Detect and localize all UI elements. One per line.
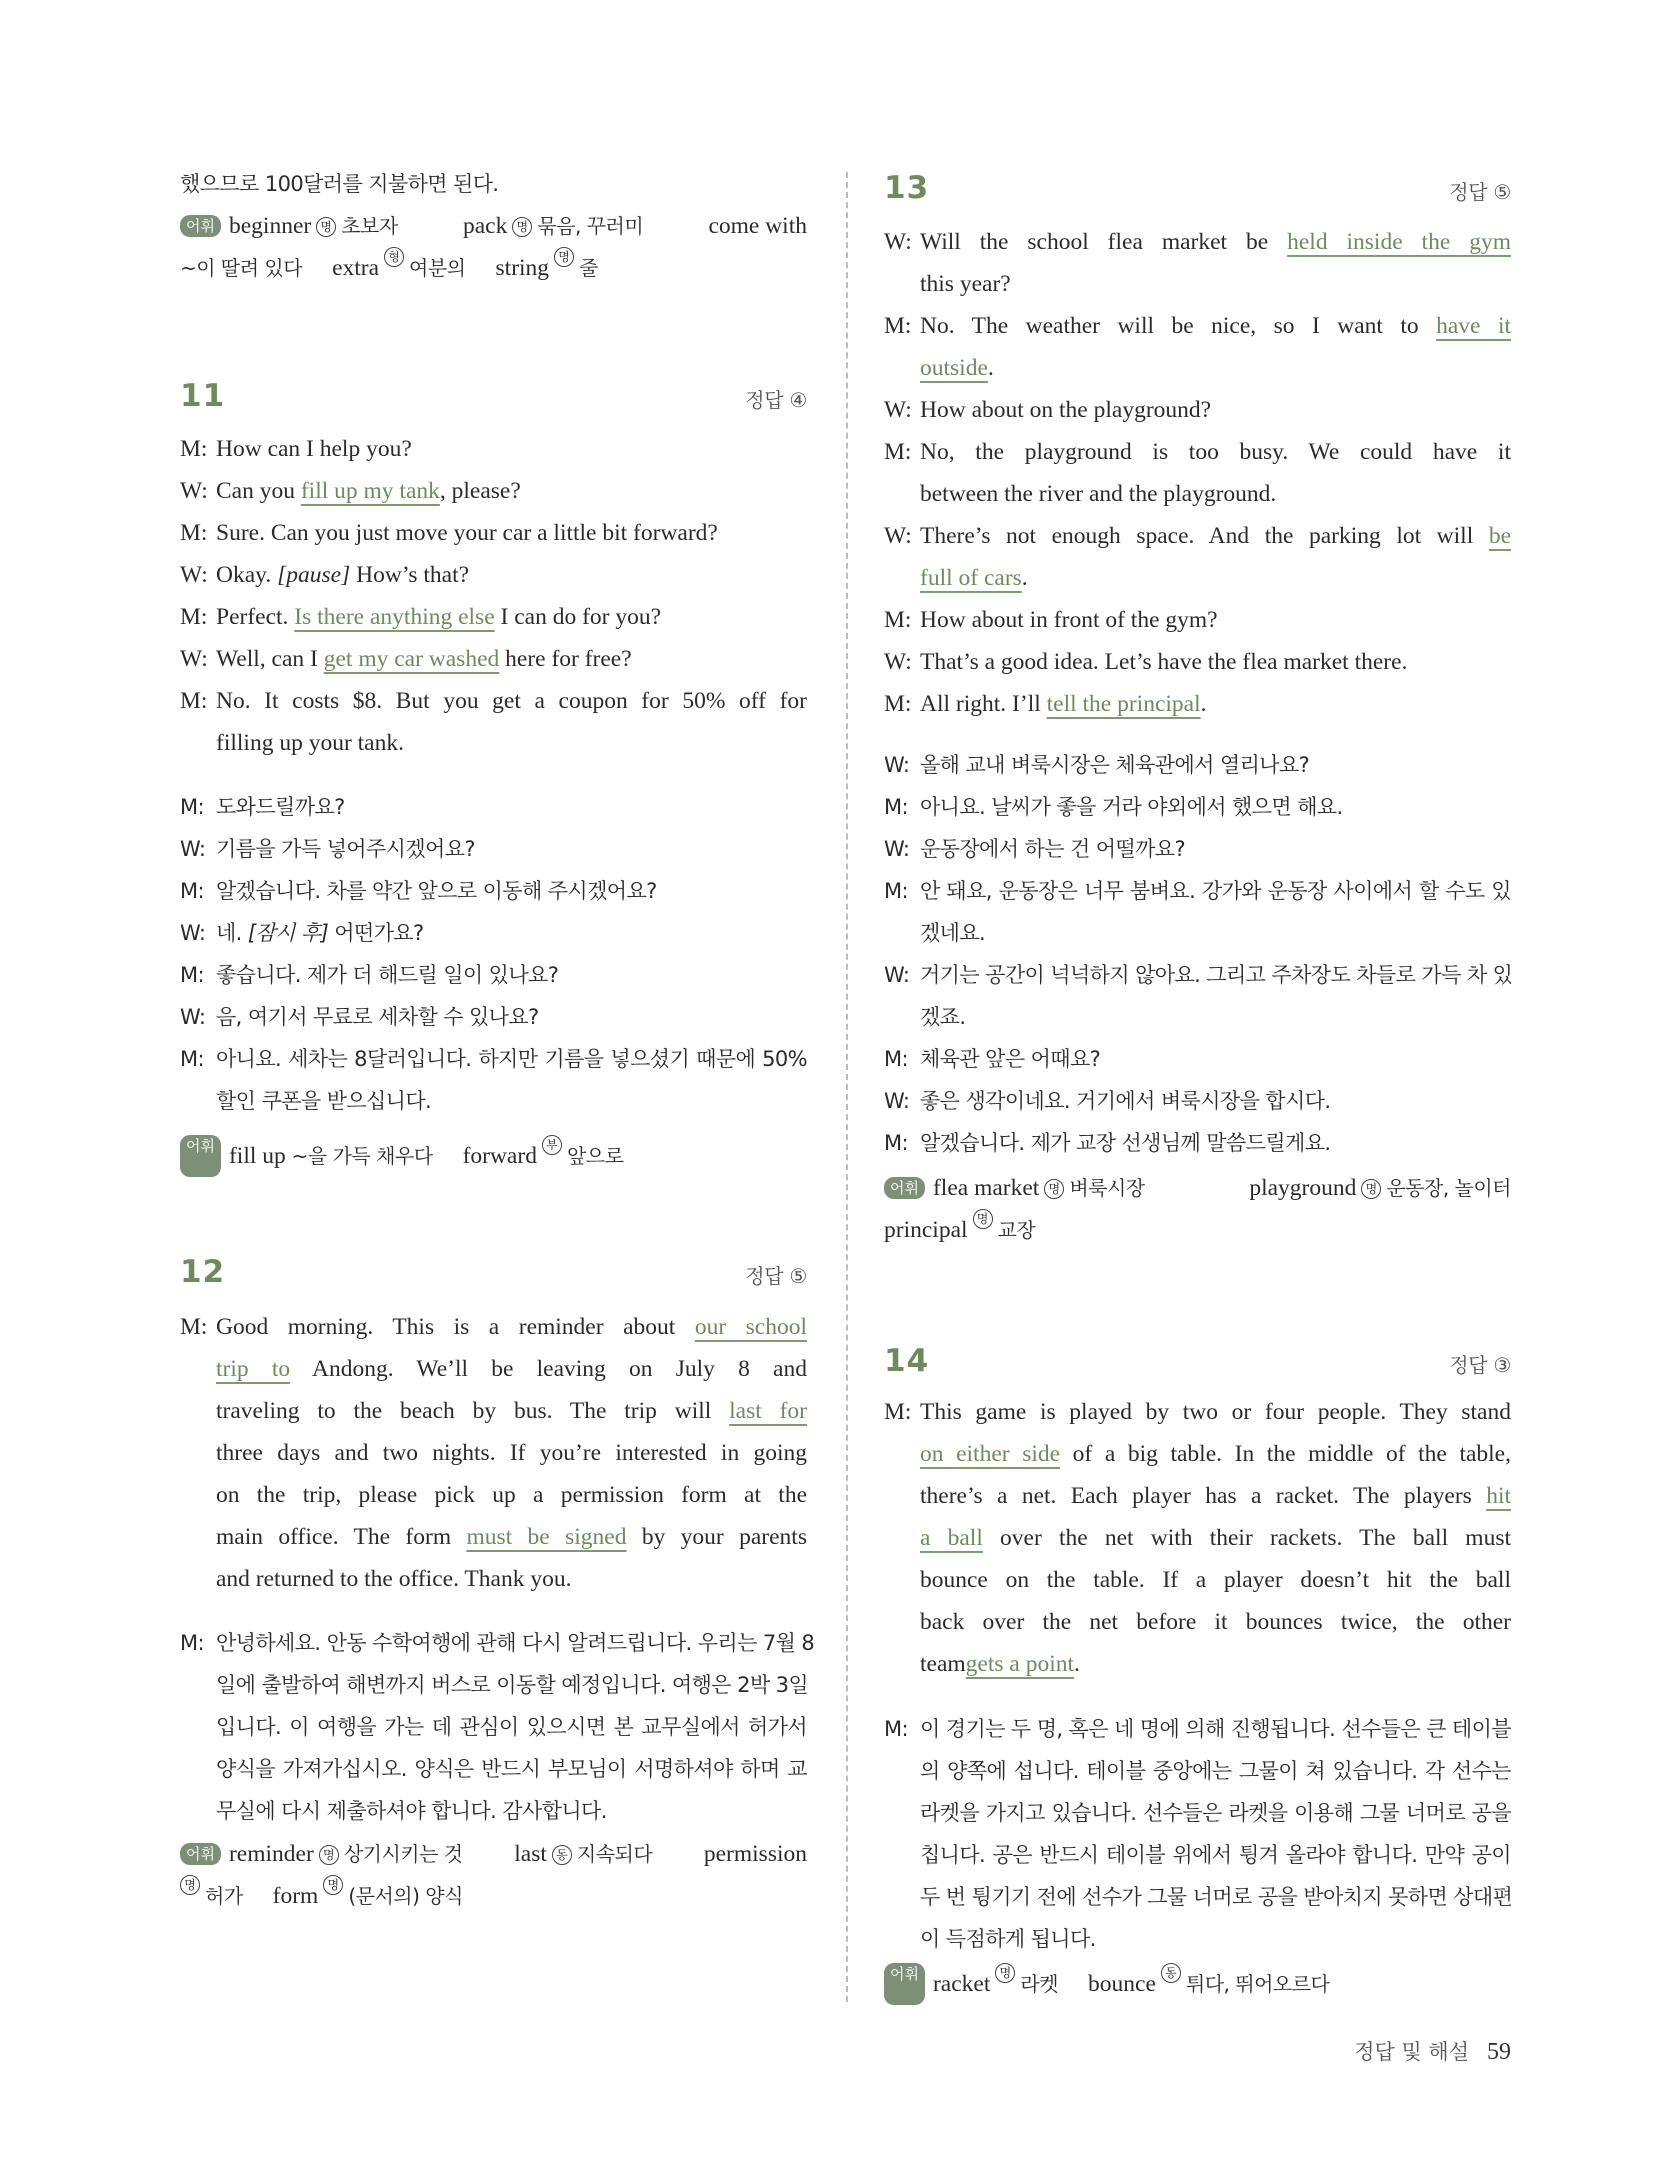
translation-line: W: 올해 교내 벼룩시장은 체육관에서 열리나요? (884, 753, 1310, 777)
dialogue-line: outside . (884, 347, 1511, 389)
answer-blank: a ball (920, 1525, 983, 1551)
vocab-line: ~이 딸려 있다 extra 형 여분의 string 명 줄 (180, 247, 807, 289)
vocab-line: 명 허가 form 명 (문서의) 양식 (180, 1875, 807, 1917)
monologue-line: trip to Andong. We’ll be leaving on July 8 and (216, 1356, 807, 1382)
dialogue-line: M: No. It costs $8. But you get a coupon for 50% off for (180, 688, 807, 714)
answer-blank: get my car washed (323, 646, 500, 672)
translation-line: 양식을 가져가십시오. 양식은 반드시 부모님이 서명하셔야 하며 교 (216, 1757, 807, 1781)
translation-line: M: 도와드릴까요? (180, 795, 345, 819)
translation-line: W: 음, 여기서 무료로 세차할 수 있나요? (180, 1005, 539, 1029)
dialogue-line: W: Will the school flea market be held inside the gym (884, 229, 1511, 255)
translation-line: M: 아니요. 날씨가 좋을 거라 야외에서 했으면 해요. (884, 795, 1343, 819)
translation-line: 칩니다. 공은 반드시 테이블 위에서 튕겨 올라야 합니다. 만약 공이 (920, 1843, 1511, 1867)
dialogue-line: W: That’s a good idea. Let’s have the flea market there. (884, 649, 1408, 675)
translation-line: 일에 출발하여 해변까지 버스로 이동할 예정입니다. 여행은 2박 3일 (216, 1673, 809, 1697)
dialogue-line: M: How can I help you? (180, 436, 412, 462)
translation-line: 할인 쿠폰을 받으십니다. (216, 1089, 432, 1113)
question-number: 13 (884, 170, 930, 206)
monologue-line: on the trip, please pick up a permission form at the (216, 1482, 807, 1508)
translation-line: 겠죠. (920, 1005, 966, 1029)
monologue-line: team gets a point . (884, 1643, 1511, 1685)
answer-blank: hit (1486, 1483, 1511, 1509)
dialogue-line: M: Perfect. Is there anything else I can do for you? (180, 604, 662, 630)
page-number: 59 (1487, 2039, 1511, 2065)
answer-blank: fill up my tank (300, 478, 440, 504)
dialogue-line: between the river and the playground. (920, 481, 1277, 507)
vocab-section (180, 1833, 807, 1917)
translation-line: 겠네요. (920, 921, 986, 945)
monologue-korean (180, 1622, 815, 1832)
monologue-line: bounce on the table. If a player doesn’t hit the ball (920, 1567, 1511, 1593)
vocab-section (180, 1135, 807, 1177)
vocab-badge: 어휘 (180, 1135, 221, 1177)
question-number: 11 (180, 378, 226, 414)
translation-line: 이 득점하게 됩니다. (920, 1927, 1096, 1951)
translation-line: 라켓을 가지고 있습니다. 선수들은 라켓을 이용해 그물 너머로 공을 (920, 1801, 1511, 1825)
answer-blank: held inside the gym (1287, 229, 1511, 255)
dialogue-line: W: Well, can I get my car washed here for free? (180, 646, 632, 672)
monologue-line: three days and two nights. If you’re interested in going (216, 1440, 807, 1466)
dialogue-line: M: All right. I’ll tell the principal. (884, 691, 1207, 717)
monologue-line: there’s a net. Each player has a racket. The players hit (920, 1483, 1511, 1509)
vocab-badge: 어휘 (884, 1177, 925, 1199)
dialogue-line: W: How about on the playground? (884, 397, 1212, 423)
vocab-line: 어휘 reminder 명 상기시키는 것 last 동 지속되다 permission (180, 1833, 807, 1875)
translation-line: W: 네. [잠시 후] 어떤가요? (180, 921, 424, 945)
translation-line: M: 안녕하세요. 안동 수학여행에 관해 다시 알려드립니다. 우리는 7월 8 (180, 1631, 815, 1655)
dialogue-line: M: No. The weather will be nice, so I want to have it (884, 313, 1512, 339)
dialogue-line: filling up your tank. (216, 730, 404, 756)
dialogue-line: M: No, the playground is too busy. We could have it (884, 439, 1511, 465)
monologue-line: and returned to the office. Thank you. (216, 1566, 572, 1592)
dialogue-english (180, 428, 807, 764)
monologue-line: traveling to the beach by bus. The trip will last for (216, 1398, 807, 1424)
translation-line: W: 기름을 가득 넣어주시겠어요? (180, 837, 475, 861)
monologue-korean (884, 1708, 1511, 1960)
answer-blank: Is there anything else (294, 604, 495, 630)
answer-blank: be (1488, 523, 1511, 549)
column-divider (846, 172, 848, 2002)
translation-line: 무실에 다시 제출하셔야 합니다. 감사합니다. (216, 1799, 607, 1823)
answer-blank: gets a point (965, 1651, 1075, 1677)
translation-line: M: 좋습니다. 제가 더 해드릴 일이 있나요? (180, 963, 559, 987)
answer-blank: outside (920, 355, 988, 381)
answer-blank: our school (694, 1314, 808, 1340)
vocab-section (884, 1963, 1511, 2005)
translation-line: W: 운동장에서 하는 건 어떨까요? (884, 837, 1186, 861)
dialogue-line: full of cars . (884, 557, 1511, 599)
dialogue-english (884, 221, 1511, 725)
answer-blank: have it (1436, 313, 1512, 339)
monologue-line: back over the net before it bounces twice, the other (920, 1609, 1511, 1635)
vocab-badge: 어휘 (180, 1843, 221, 1865)
translation-line: 의 양쪽에 섭니다. 테이블 중앙에는 그물이 쳐 있습니다. 각 선수는 (920, 1759, 1511, 1783)
vocab-line: 어휘 fill up ~을 가득 채우다 forward 부 앞으로 (180, 1135, 807, 1177)
vocab-badge: 어휘 (884, 1963, 925, 2005)
vocab-badge: 어휘 (180, 215, 221, 237)
monologue-line: main office. The form must be signed by your parents (216, 1524, 807, 1550)
vocab-line: principal 명 교장 (884, 1209, 1511, 1251)
dialogue-korean (180, 786, 807, 1122)
vocab-line: 어휘 racket 명 라켓 bounce 동 튀다, 뛰어오르다 (884, 1963, 1511, 2005)
translation-line: 두 번 튕기기 전에 선수가 그물 너머로 공을 받아치지 못하면 상대편 (920, 1885, 1513, 1909)
dialogue-line: M: Sure. Can you just move your car a little bit forward? (180, 520, 718, 546)
dialogue-line: W: Okay. [pause] How’s that? (180, 562, 470, 588)
page-footer (1340, 2036, 1511, 2066)
dialogue-line: W: There’s not enough space. And the parking lot will be (884, 523, 1511, 549)
translation-line: M: 알겠습니다. 차를 약간 앞으로 이동해 주시겠어요? (180, 879, 657, 903)
answer-blank: on either side (920, 1441, 1061, 1467)
translation-line: M: 체육관 앞은 어때요? (884, 1047, 1101, 1071)
question-number: 14 (884, 1343, 930, 1379)
translation-line: M: 이 경기는 두 명, 혹은 네 명에 의해 진행됩니다. 선수들은 큰 테이블 (884, 1717, 1511, 1741)
answer-key: 정답 ④ (745, 388, 807, 412)
answer-blank: tell the principal (1046, 691, 1201, 717)
answer-key: 정답 ③ (1449, 1353, 1511, 1377)
dialogue-korean (884, 744, 1511, 1164)
monologue-line: M: This game is played by two or four people. They stand (884, 1399, 1511, 1425)
translation-line: W: 좋은 생각이네요. 거기에서 벼룩시장을 합시다. (884, 1089, 1331, 1113)
vocab-line: 어휘 flea market 명 벼룩시장 playground 명 운동장, 놀이터 (884, 1167, 1511, 1209)
vocab-section (884, 1167, 1511, 1251)
explanation-line: 했으므로 100달러를 지불하면 된다. (180, 172, 499, 196)
answer-blank: full of cars (920, 565, 1022, 591)
answer-blank: must be signed (466, 1524, 627, 1550)
dialogue-line: this year? (920, 271, 1011, 297)
prev-explanation (180, 163, 807, 289)
vocab-line: 어휘 beginner 명 초보자 pack 명 묶음, 꾸러미 come with (180, 205, 807, 247)
dialogue-line: M: How about in front of the gym? (884, 607, 1218, 633)
monologue-line: on either side of a big table. In the middle of the table, (920, 1441, 1511, 1467)
translation-line: 입니다. 이 여행을 가는 데 관심이 있으시면 본 교무실에서 허가서 (216, 1715, 807, 1739)
answer-blank: trip to (216, 1356, 291, 1382)
answer-blank: last for (729, 1398, 807, 1424)
dialogue-line: W: Can you fill up my tank, please? (180, 478, 521, 504)
answer-key: 정답 ⑤ (745, 1264, 807, 1288)
monologue-line: a ball over the net with their rackets. The ball must (920, 1525, 1511, 1551)
answer-key: 정답 ⑤ (1449, 180, 1511, 204)
translation-line: M: 안 돼요, 운동장은 너무 붐벼요. 강가와 운동장 사이에서 할 수도 있 (884, 879, 1511, 903)
monologue-line: M: Good morning. This is a reminder about our school (180, 1314, 808, 1340)
translation-line: W: 거기는 공간이 넉넉하지 않아요. 그리고 주차장도 차들로 가득 차 있 (884, 963, 1513, 987)
question-number: 12 (180, 1254, 226, 1290)
translation-line: M: 아니요. 세차는 8달러입니다. 하지만 기름을 넣으셨기 때문에 50% (180, 1047, 807, 1071)
translation-line: M: 알겠습니다. 제가 교장 선생님께 말씀드릴게요. (884, 1131, 1331, 1155)
monologue-english (884, 1391, 1511, 1685)
section-label: 정답 및 해설 (1354, 2040, 1469, 2064)
monologue-english (180, 1306, 807, 1600)
